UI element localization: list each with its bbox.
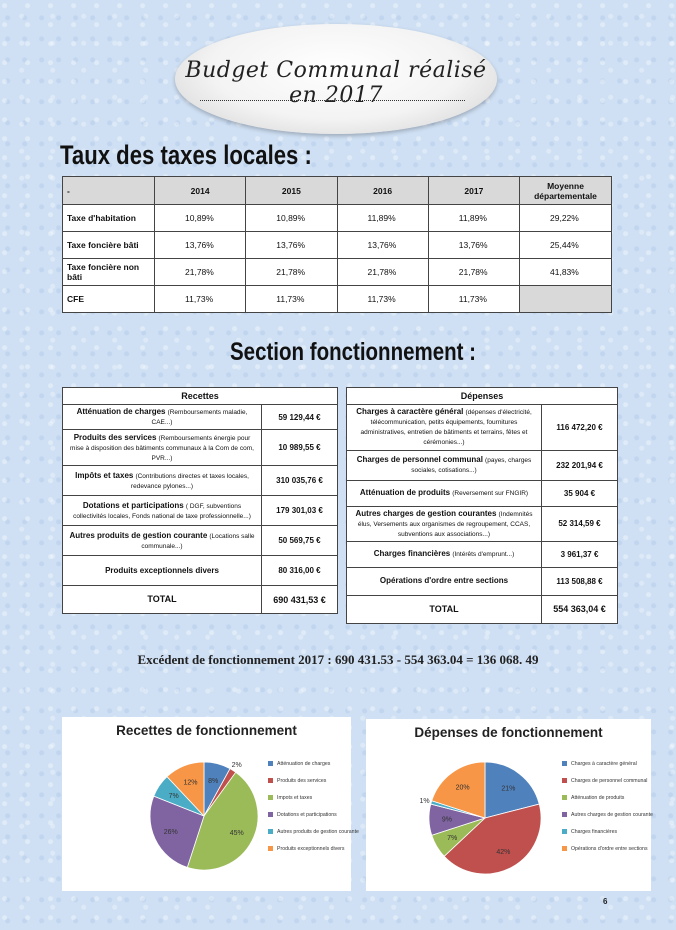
chart-title: Dépenses de fonctionnement	[414, 725, 603, 740]
table-row	[63, 259, 612, 286]
legend-label: Autres charges de gestion courante	[571, 812, 653, 818]
table-row	[347, 450, 618, 480]
table-row	[347, 506, 618, 541]
pie-data-label: 45%	[229, 830, 244, 838]
depense-label: Opérations d'ordre entre sections	[347, 567, 542, 595]
recettes-table	[62, 387, 338, 614]
legend-item	[562, 829, 617, 836]
depense-label: Charges de personnel communal (payes, charges sociales, cotisations...)	[347, 450, 542, 480]
pie-data-label: 21%	[501, 785, 516, 793]
pie-data-label: 1%	[419, 797, 430, 805]
table-row	[63, 430, 338, 466]
legend-swatch	[268, 846, 273, 851]
page-title: Budget Communal réalisé en 2017	[185, 58, 487, 108]
table-row	[63, 232, 612, 259]
tax-row-label: Taxe d'habitation	[63, 205, 155, 232]
legend-label: Produits exceptionnels divers	[277, 846, 345, 852]
recette-amount: 80 316,00 €	[262, 556, 338, 586]
pie-data-label: 42%	[496, 848, 511, 856]
pie-data-label: 2%	[231, 761, 242, 769]
recette-amount: 10 989,55 €	[262, 430, 338, 466]
depense-amount: 232 201,94 €	[542, 450, 618, 480]
recettes-header: Recettes	[63, 388, 338, 405]
tax-row-label: Taxe foncière non bâti	[63, 259, 155, 286]
table-row	[63, 526, 338, 556]
recette-label: Produits exceptionnels divers	[63, 556, 262, 586]
depense-label: Charges financières (Intérêts d'emprunt...)	[347, 541, 542, 567]
tax-cell	[520, 286, 612, 313]
recette-amount: 310 035,76 €	[262, 466, 338, 496]
legend-item	[268, 761, 330, 768]
tax-col-header: 2015	[246, 177, 337, 205]
recette-label: Autres produits de gestion courante (Locations salle communale...)	[63, 526, 262, 556]
legend-swatch	[562, 829, 567, 834]
recette-amount: 59 129,44 €	[262, 405, 338, 430]
legend-item	[268, 778, 326, 785]
table-row	[347, 480, 618, 506]
legend-swatch	[562, 846, 567, 851]
tax-cell: 11,89%	[428, 205, 519, 232]
legend-item	[562, 778, 647, 785]
table-row	[63, 205, 612, 232]
legend-item	[268, 795, 312, 802]
tax-cell: 11,73%	[155, 286, 246, 313]
table-row	[347, 567, 618, 595]
legend-label: Charges à caractère général	[571, 761, 637, 767]
tax-cell: 41,83%	[520, 259, 612, 286]
pie-data-label: 12%	[183, 779, 198, 787]
legend-swatch	[562, 795, 567, 800]
tax-col-header: 2014	[155, 177, 246, 205]
legend-item	[562, 812, 653, 819]
pie-data-label: 8%	[208, 777, 219, 785]
recette-label: Produits des services (Remboursements énergie pour mise à disposition des bâtiments communaux à la Com de com, PVR...)	[63, 430, 262, 466]
recettes-total-label: TOTAL	[63, 586, 262, 614]
depenses-chart-panel	[366, 719, 651, 891]
legend-label: Produits des services	[277, 778, 327, 784]
legend-item	[562, 846, 648, 853]
legend-label: Atténuation de charges	[277, 761, 331, 767]
depense-label: Atténuation de produits (Reversement sur FNGIR)	[347, 480, 542, 506]
recettes-total-amount: 690 431,53 €	[262, 586, 338, 614]
depense-amount: 116 472,20 €	[542, 405, 618, 451]
table-row	[63, 466, 338, 496]
tax-cell: 11,73%	[337, 286, 428, 313]
tax-table-header-row	[63, 177, 612, 205]
legend-swatch	[268, 761, 273, 766]
tax-cell: 13,76%	[246, 232, 337, 259]
depense-amount: 35 904 €	[542, 480, 618, 506]
page-number: 6	[603, 897, 608, 906]
tax-rates-table	[62, 176, 612, 313]
legend-item	[268, 829, 359, 836]
legend-label: Charges de personnel communal	[571, 778, 648, 784]
legend-swatch	[562, 778, 567, 783]
tax-row-label: Taxe foncière bâti	[63, 232, 155, 259]
tax-cell: 10,89%	[155, 205, 246, 232]
tax-cell: 13,76%	[155, 232, 246, 259]
recettes-pie-chart	[62, 717, 351, 891]
legend-label: Impots et taxes	[277, 795, 313, 801]
recettes-total-row	[63, 586, 338, 614]
pie-data-label: 20%	[455, 784, 470, 792]
pie-data-label: 7%	[168, 792, 179, 800]
legend-swatch	[268, 778, 273, 783]
tax-cell: 21,78%	[428, 259, 519, 286]
tax-cell: 25,44%	[520, 232, 612, 259]
legend-item	[562, 761, 637, 768]
depenses-pie-chart	[366, 719, 651, 891]
tax-row-label: CFE	[63, 286, 155, 313]
depense-amount: 52 314,59 €	[542, 506, 618, 541]
tax-cell: 11,73%	[246, 286, 337, 313]
legend-label: Dotations et participations	[277, 812, 337, 818]
tax-col-header: 2016	[337, 177, 428, 205]
legend-item	[268, 846, 344, 853]
tax-cell: 21,78%	[155, 259, 246, 286]
tax-cell: 11,89%	[337, 205, 428, 232]
legend-label: Autres produits de gestion courante	[277, 829, 359, 835]
tax-cell: 21,78%	[246, 259, 337, 286]
heading-section-fonctionnement: Section fonctionnement :	[230, 338, 476, 366]
tax-cell: 21,78%	[337, 259, 428, 286]
tax-cell: 10,89%	[246, 205, 337, 232]
depenses-header: Dépenses	[347, 388, 618, 405]
depense-label: Autres charges de gestion courantes (Indemnités élus, Versements aux organismes de regroupement, CCAS, subventions aux associations...)	[347, 506, 542, 541]
legend-swatch	[562, 761, 567, 766]
depenses-table	[346, 387, 618, 624]
tax-col-header: Moyenne départementale	[520, 177, 612, 205]
depense-amount: 113 508,88 €	[542, 567, 618, 595]
recette-label: Impôts et taxes (Contributions directes et taxes locales, redevance pylones...)	[63, 466, 262, 496]
legend-swatch	[268, 812, 273, 817]
depense-amount: 3 961,37 €	[542, 541, 618, 567]
table-row	[63, 496, 338, 526]
legend-swatch	[268, 829, 273, 834]
recette-amount: 50 569,75 €	[262, 526, 338, 556]
legend-label: Charges financières	[571, 829, 618, 835]
tax-cell: 13,76%	[337, 232, 428, 259]
legend-label: Atténuation de produits	[571, 795, 625, 801]
title-underline	[200, 100, 465, 101]
legend-label: Opérations d'ordre entre sections	[571, 846, 648, 852]
table-row	[347, 405, 618, 451]
table-row	[63, 556, 338, 586]
table-row	[63, 286, 612, 313]
legend-swatch	[268, 795, 273, 800]
depense-label: Charges à caractère général (dépenses d'électricité, télécommunication, petits équipements, fournitures administratives, entretien de bâtiments et terrains, fêtes et cérémonies...)	[347, 405, 542, 451]
table-row	[347, 541, 618, 567]
pie-data-label: 9%	[441, 816, 453, 824]
heading-taux: Taux des taxes locales :	[60, 140, 312, 170]
pie-data-label: 7%	[447, 834, 458, 842]
excedent-fonctionnement: Excédent de fonctionnement 2017 : 690 431.53 - 554 363.04 = 136 068. 49	[137, 652, 539, 667]
tax-col-header: 2017	[428, 177, 519, 205]
depenses-total-label: TOTAL	[347, 595, 542, 623]
depenses-total-amount: 554 363,04 €	[542, 595, 618, 623]
recette-amount: 179 301,03 €	[262, 496, 338, 526]
pie-data-label: 26%	[163, 829, 178, 837]
table-row	[63, 405, 338, 430]
tax-cell: 29,22%	[520, 205, 612, 232]
tax-cell: 13,76%	[428, 232, 519, 259]
legend-swatch	[562, 812, 567, 817]
chart-title: Recettes de fonctionnement	[116, 723, 297, 738]
depenses-total-row	[347, 595, 618, 623]
tax-col-header: -	[63, 177, 155, 205]
recette-label: Atténuation de charges (Remboursements maladie, CAE...)	[63, 405, 262, 430]
tax-cell: 11,73%	[428, 286, 519, 313]
legend-item	[562, 795, 624, 802]
recettes-chart-panel	[62, 717, 359, 891]
legend-item	[268, 812, 337, 819]
recette-label: Dotations et participations ( DGF, subventions collectivités locales, Fonds national de taxe professionnelle...)	[63, 496, 262, 526]
